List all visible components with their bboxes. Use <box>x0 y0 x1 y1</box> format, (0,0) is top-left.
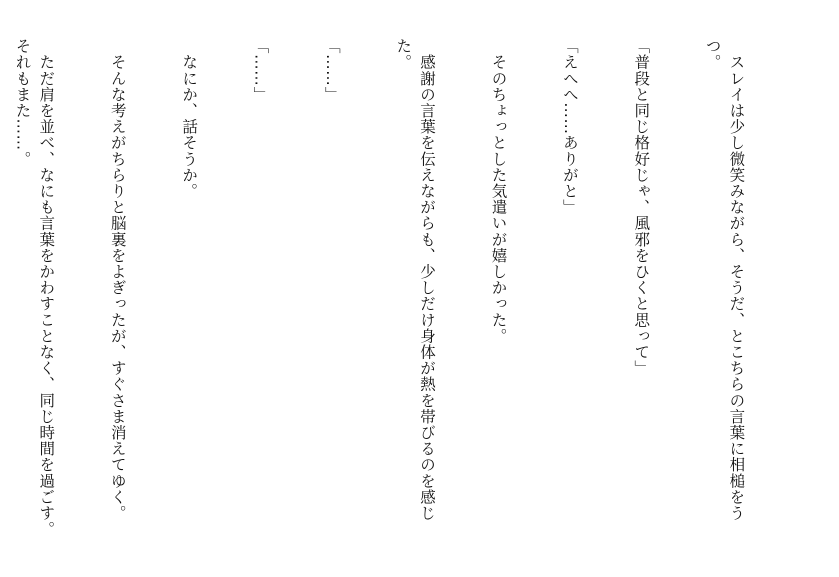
paragraph: そのちょっとした気遣いが嬉しかった。 <box>489 38 508 344</box>
paragraph: そんな考えがちらりと脳裏をよぎったが、すぐさま消えてゆく。 <box>108 38 127 521</box>
dialogue-line: 「えへへ……ありがと」 <box>560 38 579 216</box>
dialogue-line: 「……」 <box>322 38 341 103</box>
dialogue-line: 「……」 <box>251 38 270 103</box>
dialogue-line: 「普段と同じ格好じゃ、風邪をひくと思って」 <box>632 38 651 377</box>
paragraph: スレイは少し微笑みながら、そうだ、とこちらの言葉に相槌をうつ。 <box>703 38 746 521</box>
vertical-text-body <box>0 38 795 538</box>
paragraph: ただ肩を並べ、なにも言葉をかわすことなく、同じ時間を過ごす。それもまた……。 <box>13 38 56 538</box>
paragraph: 感謝の言葉を伝えながらも、少しだけ身体が熱を帯びるのを感じた。 <box>394 38 437 521</box>
paragraph: なにか、話そうか。 <box>180 38 199 199</box>
